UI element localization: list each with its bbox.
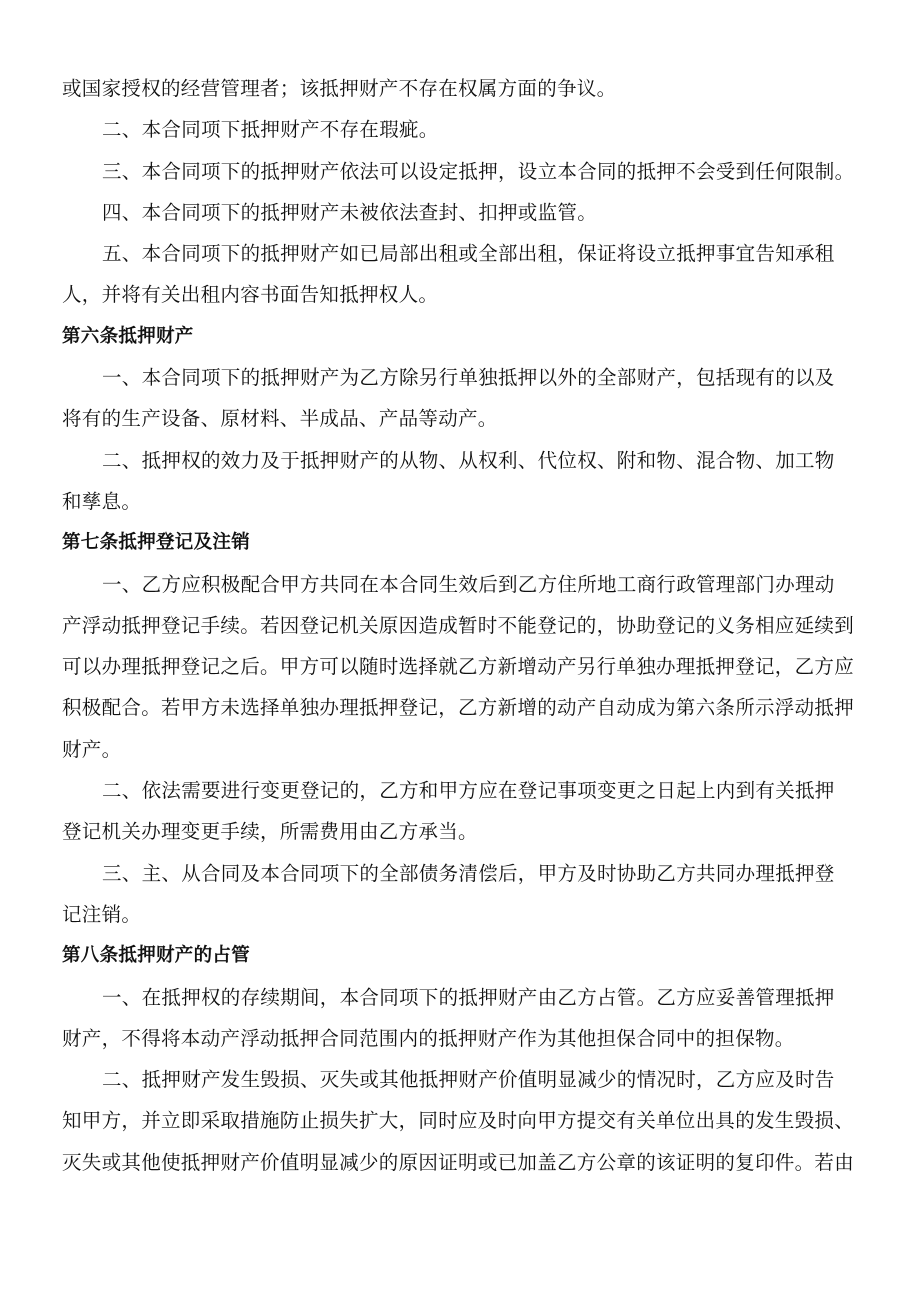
text-line: 登记机关办理变更手续，所需费用由乙方承当。	[62, 820, 478, 844]
clause-item: 三、主、从合同及本合同项下的全部债务清偿后，甲方及时协助乙方共同办理抵押登	[102, 861, 835, 885]
text-line: 财产。	[62, 737, 122, 761]
text-line: 将有的生产设备、原材料、半成品、产品等动产。	[62, 407, 498, 431]
clause-item: 五、本合同项下的抵押财产如已局部出租或全部出租，保证将设立抵押事宜告知承租	[102, 242, 835, 266]
text-line: 人，并将有关出租内容书面告知抵押权人。	[62, 283, 439, 307]
section-heading: 第六条抵押财产	[62, 325, 194, 347]
clause-item: 四、本合同项下的抵押财产未被依法查封、扣押或监管。	[102, 200, 598, 224]
clause-item: 二、抵押权的效力及于抵押财产的从物、从权利、代位权、附和物、混合物、加工物	[102, 448, 835, 472]
text-line: 积极配合。若甲方未选择单独办理抵押登记，乙方新增的动产自动成为第六条所示浮动抵押	[62, 696, 855, 720]
clause-item: 一、本合同项下的抵押财产为乙方除另行单独抵押以外的全部财产，包括现有的以及	[102, 366, 835, 390]
clause-item: 二、抵押财产发生毁损、灭失或其他抵押财产价值明显减少的情况时，乙方应及时告	[102, 1068, 835, 1092]
clause-item: 二、依法需要进行变更登记的，乙方和甲方应在登记事项变更之日起上内到有关抵押	[102, 779, 835, 803]
section-heading: 第八条抵押财产的占管	[62, 945, 251, 967]
clause-item: 一、在抵押权的存续期间，本合同项下的抵押财产由乙方占管。乙方应妥善管理抵押	[102, 985, 835, 1009]
text-line: 产浮动抵押登记手续。若因登记机关原因造成暂时不能登记的，协助登记的义务相应延续到	[62, 613, 855, 637]
text-line: 或国家授权的经营管理者；该抵押财产不存在权属方面的争议。	[62, 77, 617, 100]
text-line: 灭失或其他使抵押财产价值明显减少的原因证明或已加盖乙方公章的该证明的复印件。若由	[62, 1150, 855, 1174]
text-line: 财产，不得将本动产浮动抵押合同范围内的抵押财产作为其他担保合同中的担保物。	[62, 1026, 795, 1050]
clause-item: 一、乙方应积极配合甲方共同在本合同生效后到乙方住所地工商行政管理部门办理动	[102, 572, 835, 596]
text-line: 记注销。	[62, 902, 142, 926]
text-line: 可以办理抵押登记之后。甲方可以随时选择就乙方新增动产另行单独办理抵押登记，乙方应	[62, 655, 855, 679]
clause-item: 二、本合同项下抵押财产不存在瑕疵。	[102, 118, 439, 142]
text-line: 和孳息。	[62, 489, 142, 513]
text-line: 知甲方，并立即采取措施防止损失扩大，同时应及时向甲方提交有关单位出具的发生毁损、	[62, 1109, 855, 1133]
section-heading: 第七条抵押登记及注销	[62, 532, 251, 554]
document-page	[62, 68, 862, 1183]
clause-item: 三、本合同项下的抵押财产依法可以设定抵押，设立本合同的抵押不会受到任何限制。	[102, 159, 855, 183]
